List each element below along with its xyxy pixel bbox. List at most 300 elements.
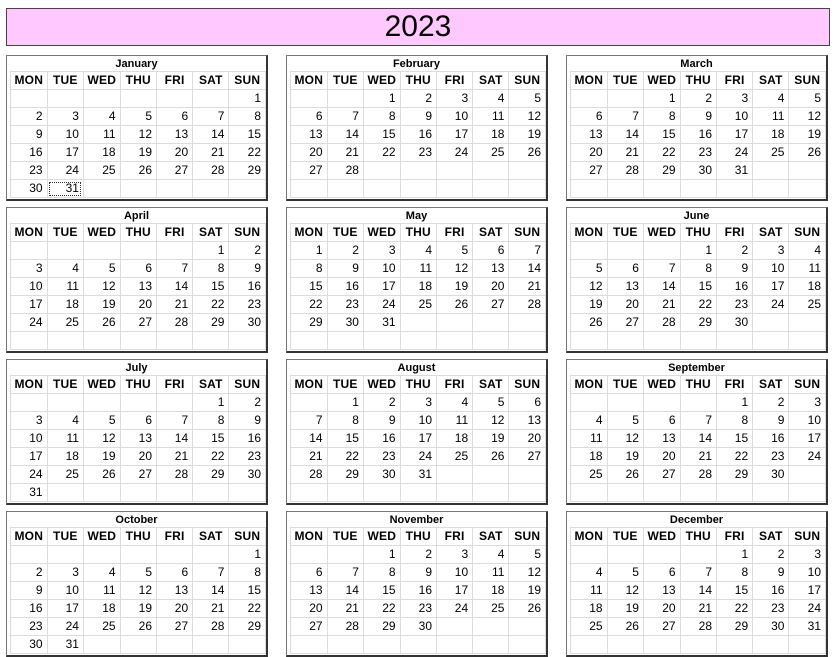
empty-cell[interactable] bbox=[473, 636, 509, 654]
empty-cell[interactable] bbox=[47, 242, 83, 260]
day-cell[interactable]: 30 bbox=[11, 180, 48, 198]
day-cell[interactable]: 17 bbox=[400, 430, 436, 448]
day-cell[interactable]: 19 bbox=[509, 126, 546, 144]
empty-cell[interactable] bbox=[157, 546, 193, 564]
empty-cell[interactable] bbox=[83, 90, 120, 108]
empty-cell[interactable] bbox=[509, 332, 546, 350]
day-cell[interactable]: 23 bbox=[363, 448, 400, 466]
day-cell[interactable]: 4 bbox=[753, 90, 789, 108]
empty-cell[interactable] bbox=[327, 332, 363, 350]
day-cell[interactable]: 18 bbox=[83, 144, 120, 162]
day-cell[interactable]: 12 bbox=[83, 278, 120, 296]
empty-cell[interactable] bbox=[607, 636, 643, 654]
day-cell[interactable]: 7 bbox=[157, 412, 193, 430]
day-cell[interactable]: 27 bbox=[120, 314, 156, 332]
empty-cell[interactable] bbox=[509, 466, 546, 484]
day-cell[interactable]: 26 bbox=[83, 314, 120, 332]
day-cell[interactable]: 2 bbox=[680, 90, 716, 108]
day-cell[interactable]: 5 bbox=[509, 90, 546, 108]
day-cell[interactable]: 9 bbox=[229, 412, 266, 430]
day-cell[interactable]: 8 bbox=[717, 564, 753, 582]
empty-cell[interactable] bbox=[120, 180, 156, 198]
day-cell[interactable]: 6 bbox=[120, 260, 156, 278]
day-cell[interactable]: 18 bbox=[473, 126, 509, 144]
day-cell[interactable]: 4 bbox=[83, 108, 120, 126]
day-cell[interactable]: 13 bbox=[643, 582, 680, 600]
day-cell[interactable]: 22 bbox=[680, 296, 716, 314]
empty-cell[interactable] bbox=[229, 332, 266, 350]
day-cell[interactable]: 6 bbox=[643, 412, 680, 430]
empty-cell[interactable] bbox=[327, 546, 363, 564]
empty-cell[interactable] bbox=[571, 394, 608, 412]
day-cell[interactable]: 20 bbox=[643, 600, 680, 618]
empty-cell[interactable] bbox=[717, 180, 753, 198]
day-cell[interactable]: 9 bbox=[363, 412, 400, 430]
empty-cell[interactable] bbox=[680, 332, 716, 350]
day-cell[interactable]: 2 bbox=[753, 546, 789, 564]
day-cell[interactable]: 12 bbox=[509, 108, 546, 126]
day-cell[interactable]: 10 bbox=[363, 260, 400, 278]
day-cell[interactable]: 14 bbox=[193, 582, 229, 600]
day-cell[interactable]: 16 bbox=[400, 582, 436, 600]
empty-cell[interactable] bbox=[11, 90, 48, 108]
empty-cell[interactable] bbox=[473, 484, 509, 502]
day-cell[interactable]: 17 bbox=[717, 126, 753, 144]
empty-cell[interactable] bbox=[437, 484, 473, 502]
day-cell[interactable]: 2 bbox=[400, 90, 436, 108]
day-cell[interactable]: 6 bbox=[571, 108, 608, 126]
empty-cell[interactable] bbox=[120, 484, 156, 502]
day-cell[interactable]: 10 bbox=[47, 582, 83, 600]
empty-cell[interactable] bbox=[571, 332, 608, 350]
day-cell[interactable]: 28 bbox=[193, 162, 229, 180]
empty-cell[interactable] bbox=[400, 636, 436, 654]
day-cell[interactable]: 5 bbox=[83, 260, 120, 278]
empty-cell[interactable] bbox=[47, 546, 83, 564]
day-cell[interactable]: 8 bbox=[363, 108, 400, 126]
day-cell[interactable]: 1 bbox=[229, 546, 266, 564]
day-cell[interactable]: 29 bbox=[717, 618, 753, 636]
day-cell[interactable]: 19 bbox=[607, 600, 643, 618]
day-cell[interactable]: 9 bbox=[400, 564, 436, 582]
empty-cell[interactable] bbox=[789, 314, 826, 332]
empty-cell[interactable] bbox=[157, 90, 193, 108]
empty-cell[interactable] bbox=[400, 314, 436, 332]
day-cell[interactable]: 23 bbox=[680, 144, 716, 162]
day-cell[interactable]: 20 bbox=[473, 278, 509, 296]
day-cell[interactable]: 29 bbox=[680, 314, 716, 332]
day-cell[interactable]: 22 bbox=[363, 600, 400, 618]
empty-cell[interactable] bbox=[643, 484, 680, 502]
empty-cell[interactable] bbox=[437, 180, 473, 198]
day-cell[interactable]: 15 bbox=[193, 430, 229, 448]
day-cell[interactable]: 2 bbox=[11, 108, 48, 126]
day-cell[interactable]: 13 bbox=[643, 430, 680, 448]
day-cell[interactable]: 15 bbox=[229, 582, 266, 600]
day-cell[interactable]: 26 bbox=[789, 144, 826, 162]
empty-cell[interactable] bbox=[193, 484, 229, 502]
day-cell[interactable]: 31 bbox=[400, 466, 436, 484]
empty-cell[interactable] bbox=[789, 180, 826, 198]
day-cell[interactable]: 25 bbox=[789, 296, 826, 314]
day-cell[interactable]: 26 bbox=[571, 314, 608, 332]
empty-cell[interactable] bbox=[363, 162, 400, 180]
empty-cell[interactable] bbox=[291, 636, 328, 654]
day-cell[interactable]: 2 bbox=[753, 394, 789, 412]
empty-cell[interactable] bbox=[789, 332, 826, 350]
day-cell[interactable]: 26 bbox=[607, 466, 643, 484]
day-cell[interactable]: 30 bbox=[363, 466, 400, 484]
empty-cell[interactable] bbox=[571, 180, 608, 198]
empty-cell[interactable] bbox=[11, 546, 48, 564]
day-cell[interactable]: 19 bbox=[509, 582, 546, 600]
day-cell[interactable]: 5 bbox=[83, 412, 120, 430]
day-cell[interactable]: 11 bbox=[437, 412, 473, 430]
day-cell[interactable]: 8 bbox=[717, 412, 753, 430]
empty-cell[interactable] bbox=[571, 90, 608, 108]
day-cell[interactable]: 19 bbox=[789, 126, 826, 144]
empty-cell[interactable] bbox=[47, 394, 83, 412]
day-cell[interactable]: 7 bbox=[327, 564, 363, 582]
day-cell[interactable]: 13 bbox=[157, 126, 193, 144]
empty-cell[interactable] bbox=[437, 314, 473, 332]
day-cell[interactable]: 31 bbox=[47, 180, 83, 198]
empty-cell[interactable] bbox=[229, 636, 266, 654]
day-cell[interactable]: 17 bbox=[789, 430, 826, 448]
day-cell[interactable]: 14 bbox=[157, 430, 193, 448]
empty-cell[interactable] bbox=[607, 180, 643, 198]
empty-cell[interactable] bbox=[120, 394, 156, 412]
day-cell[interactable]: 29 bbox=[643, 162, 680, 180]
day-cell[interactable]: 6 bbox=[643, 564, 680, 582]
day-cell[interactable]: 31 bbox=[47, 636, 83, 654]
day-cell[interactable]: 21 bbox=[327, 144, 363, 162]
day-cell[interactable]: 25 bbox=[400, 296, 436, 314]
empty-cell[interactable] bbox=[83, 242, 120, 260]
day-cell[interactable]: 3 bbox=[11, 412, 48, 430]
day-cell[interactable]: 16 bbox=[717, 278, 753, 296]
day-cell[interactable]: 17 bbox=[11, 448, 48, 466]
day-cell[interactable]: 17 bbox=[11, 296, 48, 314]
day-cell[interactable]: 24 bbox=[11, 466, 48, 484]
empty-cell[interactable] bbox=[643, 636, 680, 654]
day-cell[interactable]: 4 bbox=[47, 412, 83, 430]
empty-cell[interactable] bbox=[193, 90, 229, 108]
day-cell[interactable]: 20 bbox=[509, 430, 546, 448]
day-cell[interactable]: 29 bbox=[229, 162, 266, 180]
empty-cell[interactable] bbox=[327, 180, 363, 198]
day-cell[interactable]: 31 bbox=[789, 618, 826, 636]
day-cell[interactable]: 18 bbox=[753, 126, 789, 144]
day-cell[interactable]: 2 bbox=[400, 546, 436, 564]
day-cell[interactable]: 5 bbox=[789, 90, 826, 108]
day-cell[interactable]: 9 bbox=[717, 260, 753, 278]
empty-cell[interactable] bbox=[509, 314, 546, 332]
empty-cell[interactable] bbox=[363, 636, 400, 654]
empty-cell[interactable] bbox=[437, 618, 473, 636]
day-cell[interactable]: 25 bbox=[437, 448, 473, 466]
day-cell[interactable]: 21 bbox=[327, 600, 363, 618]
empty-cell[interactable] bbox=[509, 618, 546, 636]
day-cell[interactable]: 3 bbox=[437, 90, 473, 108]
day-cell[interactable]: 19 bbox=[120, 144, 156, 162]
day-cell[interactable]: 8 bbox=[291, 260, 328, 278]
day-cell[interactable]: 20 bbox=[157, 144, 193, 162]
day-cell[interactable]: 28 bbox=[509, 296, 546, 314]
day-cell[interactable]: 6 bbox=[291, 564, 328, 582]
day-cell[interactable]: 26 bbox=[607, 618, 643, 636]
day-cell[interactable]: 25 bbox=[753, 144, 789, 162]
day-cell[interactable]: 29 bbox=[327, 466, 363, 484]
day-cell[interactable]: 16 bbox=[11, 600, 48, 618]
day-cell[interactable]: 11 bbox=[571, 582, 608, 600]
day-cell[interactable]: 16 bbox=[400, 126, 436, 144]
day-cell[interactable]: 8 bbox=[193, 412, 229, 430]
day-cell[interactable]: 30 bbox=[717, 314, 753, 332]
empty-cell[interactable] bbox=[717, 484, 753, 502]
day-cell[interactable]: 24 bbox=[11, 314, 48, 332]
empty-cell[interactable] bbox=[437, 332, 473, 350]
day-cell[interactable]: 11 bbox=[47, 278, 83, 296]
empty-cell[interactable] bbox=[291, 546, 328, 564]
empty-cell[interactable] bbox=[607, 332, 643, 350]
day-cell[interactable]: 23 bbox=[717, 296, 753, 314]
empty-cell[interactable] bbox=[400, 332, 436, 350]
day-cell[interactable]: 12 bbox=[120, 126, 156, 144]
empty-cell[interactable] bbox=[571, 636, 608, 654]
day-cell[interactable]: 5 bbox=[473, 394, 509, 412]
day-cell[interactable]: 28 bbox=[157, 314, 193, 332]
day-cell[interactable]: 11 bbox=[83, 126, 120, 144]
day-cell[interactable]: 21 bbox=[291, 448, 328, 466]
day-cell[interactable]: 11 bbox=[753, 108, 789, 126]
day-cell[interactable]: 31 bbox=[717, 162, 753, 180]
empty-cell[interactable] bbox=[643, 180, 680, 198]
day-cell[interactable]: 22 bbox=[363, 144, 400, 162]
day-cell[interactable]: 15 bbox=[291, 278, 328, 296]
day-cell[interactable]: 26 bbox=[437, 296, 473, 314]
empty-cell[interactable] bbox=[193, 332, 229, 350]
day-cell[interactable]: 1 bbox=[363, 90, 400, 108]
day-cell[interactable]: 16 bbox=[229, 278, 266, 296]
day-cell[interactable]: 16 bbox=[753, 430, 789, 448]
day-cell[interactable]: 10 bbox=[11, 430, 48, 448]
empty-cell[interactable] bbox=[400, 484, 436, 502]
empty-cell[interactable] bbox=[157, 636, 193, 654]
day-cell[interactable]: 7 bbox=[680, 412, 716, 430]
day-cell[interactable]: 4 bbox=[400, 242, 436, 260]
day-cell[interactable]: 19 bbox=[437, 278, 473, 296]
day-cell[interactable]: 10 bbox=[717, 108, 753, 126]
day-cell[interactable]: 3 bbox=[753, 242, 789, 260]
day-cell[interactable]: 25 bbox=[83, 618, 120, 636]
day-cell[interactable]: 14 bbox=[680, 582, 716, 600]
empty-cell[interactable] bbox=[509, 162, 546, 180]
empty-cell[interactable] bbox=[120, 90, 156, 108]
day-cell[interactable]: 24 bbox=[437, 600, 473, 618]
empty-cell[interactable] bbox=[193, 546, 229, 564]
day-cell[interactable]: 17 bbox=[789, 582, 826, 600]
day-cell[interactable]: 29 bbox=[717, 466, 753, 484]
day-cell[interactable]: 5 bbox=[607, 564, 643, 582]
day-cell[interactable]: 4 bbox=[47, 260, 83, 278]
empty-cell[interactable] bbox=[120, 546, 156, 564]
day-cell[interactable]: 30 bbox=[327, 314, 363, 332]
day-cell[interactable]: 7 bbox=[193, 564, 229, 582]
day-cell[interactable]: 9 bbox=[11, 582, 48, 600]
empty-cell[interactable] bbox=[753, 636, 789, 654]
day-cell[interactable]: 2 bbox=[717, 242, 753, 260]
day-cell[interactable]: 22 bbox=[643, 144, 680, 162]
day-cell[interactable]: 10 bbox=[753, 260, 789, 278]
day-cell[interactable]: 4 bbox=[437, 394, 473, 412]
day-cell[interactable]: 8 bbox=[229, 108, 266, 126]
day-cell[interactable]: 27 bbox=[607, 314, 643, 332]
day-cell[interactable]: 30 bbox=[753, 618, 789, 636]
day-cell[interactable]: 16 bbox=[753, 582, 789, 600]
day-cell[interactable]: 10 bbox=[47, 126, 83, 144]
day-cell[interactable]: 18 bbox=[47, 296, 83, 314]
day-cell[interactable]: 9 bbox=[11, 126, 48, 144]
empty-cell[interactable] bbox=[11, 332, 48, 350]
day-cell[interactable]: 13 bbox=[120, 278, 156, 296]
empty-cell[interactable] bbox=[753, 180, 789, 198]
day-cell[interactable]: 27 bbox=[509, 448, 546, 466]
day-cell[interactable]: 1 bbox=[193, 394, 229, 412]
day-cell[interactable]: 14 bbox=[643, 278, 680, 296]
empty-cell[interactable] bbox=[157, 332, 193, 350]
day-cell[interactable]: 14 bbox=[157, 278, 193, 296]
day-cell[interactable]: 1 bbox=[717, 546, 753, 564]
day-cell[interactable]: 6 bbox=[157, 108, 193, 126]
day-cell[interactable]: 18 bbox=[473, 582, 509, 600]
day-cell[interactable]: 29 bbox=[193, 466, 229, 484]
day-cell[interactable]: 14 bbox=[327, 582, 363, 600]
day-cell[interactable]: 18 bbox=[571, 448, 608, 466]
day-cell[interactable]: 19 bbox=[83, 296, 120, 314]
day-cell[interactable]: 13 bbox=[157, 582, 193, 600]
day-cell[interactable]: 26 bbox=[509, 600, 546, 618]
day-cell[interactable]: 15 bbox=[717, 430, 753, 448]
empty-cell[interactable] bbox=[120, 636, 156, 654]
day-cell[interactable]: 18 bbox=[400, 278, 436, 296]
empty-cell[interactable] bbox=[789, 484, 826, 502]
day-cell[interactable]: 8 bbox=[193, 260, 229, 278]
empty-cell[interactable] bbox=[193, 636, 229, 654]
day-cell[interactable]: 13 bbox=[571, 126, 608, 144]
empty-cell[interactable] bbox=[83, 636, 120, 654]
day-cell[interactable]: 4 bbox=[571, 412, 608, 430]
empty-cell[interactable] bbox=[157, 242, 193, 260]
empty-cell[interactable] bbox=[327, 636, 363, 654]
day-cell[interactable]: 19 bbox=[473, 430, 509, 448]
empty-cell[interactable] bbox=[473, 618, 509, 636]
day-cell[interactable]: 23 bbox=[11, 162, 48, 180]
day-cell[interactable]: 21 bbox=[643, 296, 680, 314]
day-cell[interactable]: 10 bbox=[437, 564, 473, 582]
day-cell[interactable]: 28 bbox=[157, 466, 193, 484]
day-cell[interactable]: 24 bbox=[717, 144, 753, 162]
day-cell[interactable]: 23 bbox=[400, 600, 436, 618]
day-cell[interactable]: 21 bbox=[680, 448, 716, 466]
day-cell[interactable]: 7 bbox=[680, 564, 716, 582]
day-cell[interactable]: 14 bbox=[680, 430, 716, 448]
day-cell[interactable]: 20 bbox=[607, 296, 643, 314]
day-cell[interactable]: 26 bbox=[473, 448, 509, 466]
day-cell[interactable]: 6 bbox=[120, 412, 156, 430]
empty-cell[interactable] bbox=[83, 180, 120, 198]
empty-cell[interactable] bbox=[83, 484, 120, 502]
day-cell[interactable]: 9 bbox=[753, 412, 789, 430]
day-cell[interactable]: 18 bbox=[789, 278, 826, 296]
day-cell[interactable]: 3 bbox=[47, 564, 83, 582]
empty-cell[interactable] bbox=[363, 332, 400, 350]
empty-cell[interactable] bbox=[680, 180, 716, 198]
day-cell[interactable]: 14 bbox=[607, 126, 643, 144]
day-cell[interactable]: 27 bbox=[643, 618, 680, 636]
day-cell[interactable]: 8 bbox=[643, 108, 680, 126]
empty-cell[interactable] bbox=[571, 484, 608, 502]
day-cell[interactable]: 10 bbox=[789, 564, 826, 582]
empty-cell[interactable] bbox=[680, 484, 716, 502]
day-cell[interactable]: 7 bbox=[157, 260, 193, 278]
day-cell[interactable]: 22 bbox=[291, 296, 328, 314]
day-cell[interactable]: 15 bbox=[193, 278, 229, 296]
day-cell[interactable]: 22 bbox=[327, 448, 363, 466]
empty-cell[interactable] bbox=[789, 466, 826, 484]
day-cell[interactable]: 17 bbox=[363, 278, 400, 296]
day-cell[interactable]: 15 bbox=[680, 278, 716, 296]
day-cell[interactable]: 8 bbox=[229, 564, 266, 582]
empty-cell[interactable] bbox=[193, 180, 229, 198]
day-cell[interactable]: 5 bbox=[607, 412, 643, 430]
day-cell[interactable]: 27 bbox=[120, 466, 156, 484]
day-cell[interactable]: 11 bbox=[473, 564, 509, 582]
day-cell[interactable]: 1 bbox=[643, 90, 680, 108]
day-cell[interactable]: 21 bbox=[193, 600, 229, 618]
day-cell[interactable]: 26 bbox=[83, 466, 120, 484]
day-cell[interactable]: 21 bbox=[157, 448, 193, 466]
day-cell[interactable]: 7 bbox=[327, 108, 363, 126]
empty-cell[interactable] bbox=[157, 394, 193, 412]
empty-cell[interactable] bbox=[47, 90, 83, 108]
day-cell[interactable]: 4 bbox=[789, 242, 826, 260]
day-cell[interactable]: 30 bbox=[229, 314, 266, 332]
day-cell[interactable]: 6 bbox=[607, 260, 643, 278]
empty-cell[interactable] bbox=[83, 394, 120, 412]
empty-cell[interactable] bbox=[363, 180, 400, 198]
day-cell[interactable]: 25 bbox=[47, 314, 83, 332]
day-cell[interactable]: 11 bbox=[473, 108, 509, 126]
day-cell[interactable]: 14 bbox=[509, 260, 546, 278]
day-cell[interactable]: 3 bbox=[11, 260, 48, 278]
empty-cell[interactable] bbox=[83, 332, 120, 350]
day-cell[interactable]: 21 bbox=[680, 600, 716, 618]
day-cell[interactable]: 29 bbox=[229, 618, 266, 636]
day-cell[interactable]: 7 bbox=[643, 260, 680, 278]
day-cell[interactable]: 28 bbox=[291, 466, 328, 484]
day-cell[interactable]: 9 bbox=[327, 260, 363, 278]
day-cell[interactable]: 23 bbox=[229, 448, 266, 466]
day-cell[interactable]: 12 bbox=[437, 260, 473, 278]
empty-cell[interactable] bbox=[473, 162, 509, 180]
day-cell[interactable]: 30 bbox=[11, 636, 48, 654]
day-cell[interactable]: 6 bbox=[473, 242, 509, 260]
day-cell[interactable]: 16 bbox=[11, 144, 48, 162]
day-cell[interactable]: 3 bbox=[437, 546, 473, 564]
day-cell[interactable]: 30 bbox=[753, 466, 789, 484]
day-cell[interactable]: 13 bbox=[509, 412, 546, 430]
